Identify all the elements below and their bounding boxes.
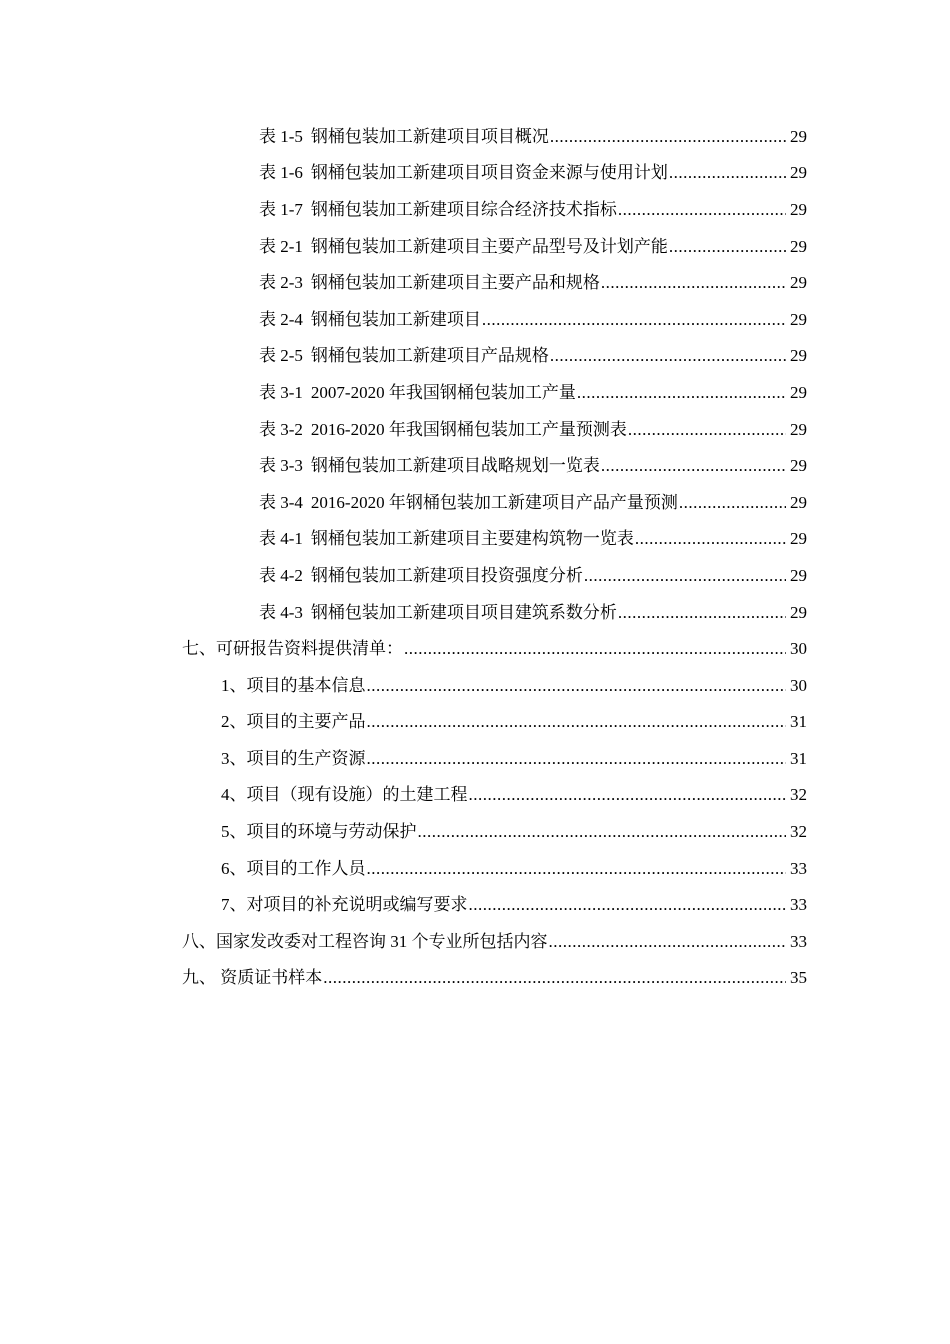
toc-dot-leader bbox=[404, 640, 786, 657]
toc-page-number: 29 bbox=[790, 236, 807, 256]
toc-entry[interactable] bbox=[0, 118, 950, 155]
toc-entry[interactable] bbox=[0, 630, 950, 667]
toc-page-number: 29 bbox=[790, 602, 807, 622]
toc-entry-label bbox=[259, 201, 617, 218]
toc-entry[interactable] bbox=[0, 594, 950, 631]
toc-entry-number: 表 3-3 bbox=[259, 456, 303, 476]
toc-page-number: 29 bbox=[790, 273, 807, 293]
toc-entry-label bbox=[259, 421, 627, 438]
toc-entry[interactable] bbox=[0, 374, 950, 411]
toc-entry-label bbox=[221, 896, 468, 913]
toc-entry-line bbox=[259, 384, 807, 401]
toc-entry[interactable] bbox=[0, 155, 950, 192]
toc-entry-line bbox=[182, 969, 807, 986]
toc-page-number: 29 bbox=[790, 456, 807, 476]
toc-entry[interactable] bbox=[0, 191, 950, 228]
toc-entry-label bbox=[221, 823, 417, 840]
toc-entry-label bbox=[221, 750, 366, 767]
toc-entry-line bbox=[221, 823, 807, 840]
toc-entry-title: 2、项目的主要产品 bbox=[221, 712, 366, 732]
toc-entry-label bbox=[221, 786, 468, 803]
toc-entry[interactable] bbox=[0, 960, 950, 997]
toc-entry-title: 2007-2020 年我国钢桶包装加工产量 bbox=[310, 382, 576, 402]
toc-entry-label bbox=[182, 640, 403, 657]
toc-entry-line bbox=[259, 604, 807, 621]
toc-entry-number: 表 4-3 bbox=[259, 602, 303, 622]
toc-entry[interactable] bbox=[0, 667, 950, 704]
toc-entry-label bbox=[259, 128, 549, 145]
toc-page-number: 29 bbox=[790, 529, 807, 549]
toc-entry-line bbox=[259, 128, 807, 145]
toc-entry[interactable] bbox=[0, 447, 950, 484]
toc-entry-title: 2016-2020 年我国钢桶包装加工产量预测表 bbox=[310, 419, 627, 439]
toc-entry-label bbox=[221, 713, 366, 730]
toc-entry-title: 5、项目的环境与劳动保护 bbox=[221, 822, 417, 842]
toc-entry-line bbox=[259, 347, 807, 364]
toc-entry-title: 7、对项目的补充说明或编写要求 bbox=[221, 895, 468, 915]
toc-entry-label bbox=[259, 457, 600, 474]
toc-entry-title: 钢桶包装加工新建项目主要产品和规格 bbox=[310, 273, 600, 293]
toc-page-number: 30 bbox=[790, 675, 807, 695]
toc-entry-number: 表 3-4 bbox=[259, 492, 303, 512]
toc-entry-line bbox=[259, 164, 807, 181]
toc-page-number: 33 bbox=[790, 858, 807, 878]
toc-entry-line bbox=[221, 896, 807, 913]
toc-entry-line bbox=[221, 750, 807, 767]
toc-dot-leader bbox=[635, 530, 786, 547]
toc-entry-number: 表 3-2 bbox=[259, 419, 303, 439]
toc-entry[interactable] bbox=[0, 886, 950, 923]
toc-entry[interactable] bbox=[0, 557, 950, 594]
toc-page-number: 29 bbox=[790, 126, 807, 146]
toc-entry-label bbox=[259, 311, 481, 328]
toc-entry[interactable] bbox=[0, 484, 950, 521]
toc-entry[interactable] bbox=[0, 850, 950, 887]
toc-page-number: 29 bbox=[790, 565, 807, 585]
toc-entry[interactable] bbox=[0, 813, 950, 850]
toc-entry-label bbox=[221, 860, 366, 877]
toc-entry-title: 1、项目的基本信息 bbox=[221, 675, 366, 695]
toc-page-number: 33 bbox=[790, 931, 807, 951]
toc-dot-leader bbox=[577, 384, 786, 401]
toc-entry-label bbox=[259, 567, 583, 584]
toc-dot-leader bbox=[601, 457, 786, 474]
toc-entry-title: 钢桶包装加工新建项目主要建构筑物一览表 bbox=[310, 529, 634, 549]
toc-page-number: 29 bbox=[790, 382, 807, 402]
toc-entry-title: 4、项目（现有设施）的土建工程 bbox=[221, 785, 468, 805]
toc-page-number: 33 bbox=[790, 895, 807, 915]
toc-dot-leader bbox=[584, 567, 786, 584]
toc-entry-label bbox=[259, 238, 668, 255]
toc-dot-leader bbox=[367, 750, 787, 767]
toc-dot-leader bbox=[618, 604, 786, 621]
toc-page-number: 29 bbox=[790, 492, 807, 512]
table-of-contents bbox=[0, 118, 950, 996]
toc-entry-number: 表 1-7 bbox=[259, 199, 303, 219]
toc-dot-leader bbox=[482, 311, 786, 328]
toc-entry-title: 九、 资质证书样本 bbox=[182, 968, 323, 988]
toc-entry-number: 表 2-5 bbox=[259, 346, 303, 366]
toc-entry[interactable] bbox=[0, 264, 950, 301]
toc-dot-leader bbox=[550, 128, 786, 145]
toc-page-number: 31 bbox=[790, 748, 807, 768]
toc-entry-title: 钢桶包装加工新建项目综合经济技术指标 bbox=[310, 199, 617, 219]
toc-dot-leader bbox=[323, 969, 786, 986]
toc-dot-leader bbox=[618, 201, 786, 218]
toc-entry-line bbox=[259, 311, 807, 328]
toc-entry-title: 钢桶包装加工新建项目投资强度分析 bbox=[310, 565, 583, 585]
toc-entry-line bbox=[182, 933, 807, 950]
toc-entry-line bbox=[221, 860, 807, 877]
toc-page-number: 32 bbox=[790, 822, 807, 842]
toc-page-number: 29 bbox=[790, 309, 807, 329]
toc-entry-line bbox=[259, 530, 807, 547]
toc-entry-title: 钢桶包装加工新建项目项目概况 bbox=[310, 126, 549, 146]
toc-entry-line bbox=[259, 567, 807, 584]
toc-dot-leader bbox=[367, 860, 787, 877]
toc-dot-leader bbox=[628, 421, 786, 438]
toc-entry-label bbox=[259, 384, 576, 401]
toc-entry-label bbox=[221, 677, 366, 694]
toc-entry-title: 钢桶包装加工新建项目项目建筑系数分析 bbox=[310, 602, 617, 622]
toc-entry-title: 八、国家发改委对工程咨询 31 个专业所包括内容 bbox=[182, 931, 548, 951]
toc-entry-title: 钢桶包装加工新建项目项目资金来源与使用计划 bbox=[310, 163, 668, 183]
toc-entry-number: 表 4-1 bbox=[259, 529, 303, 549]
toc-entry[interactable] bbox=[0, 338, 950, 375]
toc-entry[interactable] bbox=[0, 923, 950, 960]
toc-entry-label bbox=[259, 274, 600, 291]
toc-entry-number: 表 1-6 bbox=[259, 163, 303, 183]
toc-dot-leader bbox=[549, 933, 787, 950]
toc-dot-leader bbox=[367, 713, 787, 730]
toc-entry-label bbox=[182, 933, 548, 950]
toc-entry-line bbox=[259, 494, 807, 511]
toc-entry-label bbox=[182, 969, 322, 986]
toc-entry-label bbox=[259, 494, 678, 511]
toc-entry-number: 表 2-4 bbox=[259, 309, 303, 329]
toc-dot-leader bbox=[669, 238, 786, 255]
toc-entry-number: 表 1-5 bbox=[259, 126, 303, 146]
toc-entry-title: 6、项目的工作人员 bbox=[221, 858, 366, 878]
toc-entry-line bbox=[259, 421, 807, 438]
toc-entry-title: 钢桶包装加工新建项目产品规格 bbox=[310, 346, 549, 366]
toc-dot-leader bbox=[469, 786, 787, 803]
toc-page-number: 29 bbox=[790, 163, 807, 183]
toc-dot-leader bbox=[679, 494, 786, 511]
toc-entry-title: 七、可研报告资料提供清单： bbox=[182, 639, 403, 659]
toc-entry-line bbox=[259, 274, 807, 291]
toc-entry-line bbox=[182, 640, 807, 657]
toc-entry-number: 表 2-3 bbox=[259, 273, 303, 293]
toc-dot-leader bbox=[669, 164, 786, 181]
toc-page-number: 30 bbox=[790, 639, 807, 659]
toc-page-number: 29 bbox=[790, 419, 807, 439]
toc-entry[interactable] bbox=[0, 301, 950, 338]
toc-page-number: 29 bbox=[790, 199, 807, 219]
toc-entry-line bbox=[221, 677, 807, 694]
toc-dot-leader bbox=[469, 896, 787, 913]
toc-entry[interactable] bbox=[0, 777, 950, 814]
toc-entry-number: 表 4-2 bbox=[259, 565, 303, 585]
toc-page-number: 35 bbox=[790, 968, 807, 988]
toc-page-number: 31 bbox=[790, 712, 807, 732]
toc-dot-leader bbox=[601, 274, 786, 291]
toc-entry-line bbox=[221, 713, 807, 730]
toc-entry-title: 钢桶包装加工新建项目 bbox=[310, 309, 481, 329]
toc-entry[interactable] bbox=[0, 704, 950, 741]
toc-entry-line bbox=[259, 457, 807, 474]
toc-entry-label bbox=[259, 347, 549, 364]
toc-entry-label bbox=[259, 530, 634, 547]
toc-entry-title: 2016-2020 年钢桶包装加工新建项目产品产量预测 bbox=[310, 492, 678, 512]
toc-entry[interactable] bbox=[0, 411, 950, 448]
toc-entry[interactable] bbox=[0, 521, 950, 558]
toc-entry-number: 表 2-1 bbox=[259, 236, 303, 256]
toc-dot-leader bbox=[367, 677, 787, 694]
toc-page-number: 29 bbox=[790, 346, 807, 366]
toc-dot-leader bbox=[418, 823, 787, 840]
toc-entry-title: 钢桶包装加工新建项目主要产品型号及计划产能 bbox=[310, 236, 668, 256]
toc-page-number: 32 bbox=[790, 785, 807, 805]
toc-entry-number: 表 3-1 bbox=[259, 382, 303, 402]
toc-entry-title: 钢桶包装加工新建项目战略规划一览表 bbox=[310, 456, 600, 476]
toc-entry[interactable] bbox=[0, 228, 950, 265]
toc-entry-line bbox=[259, 238, 807, 255]
toc-entry-title: 3、项目的生产资源 bbox=[221, 748, 366, 768]
toc-entry-line bbox=[221, 786, 807, 803]
toc-dot-leader bbox=[550, 347, 786, 364]
toc-entry[interactable] bbox=[0, 740, 950, 777]
toc-entry-label bbox=[259, 604, 617, 621]
toc-entry-label bbox=[259, 164, 668, 181]
toc-entry-line bbox=[259, 201, 807, 218]
